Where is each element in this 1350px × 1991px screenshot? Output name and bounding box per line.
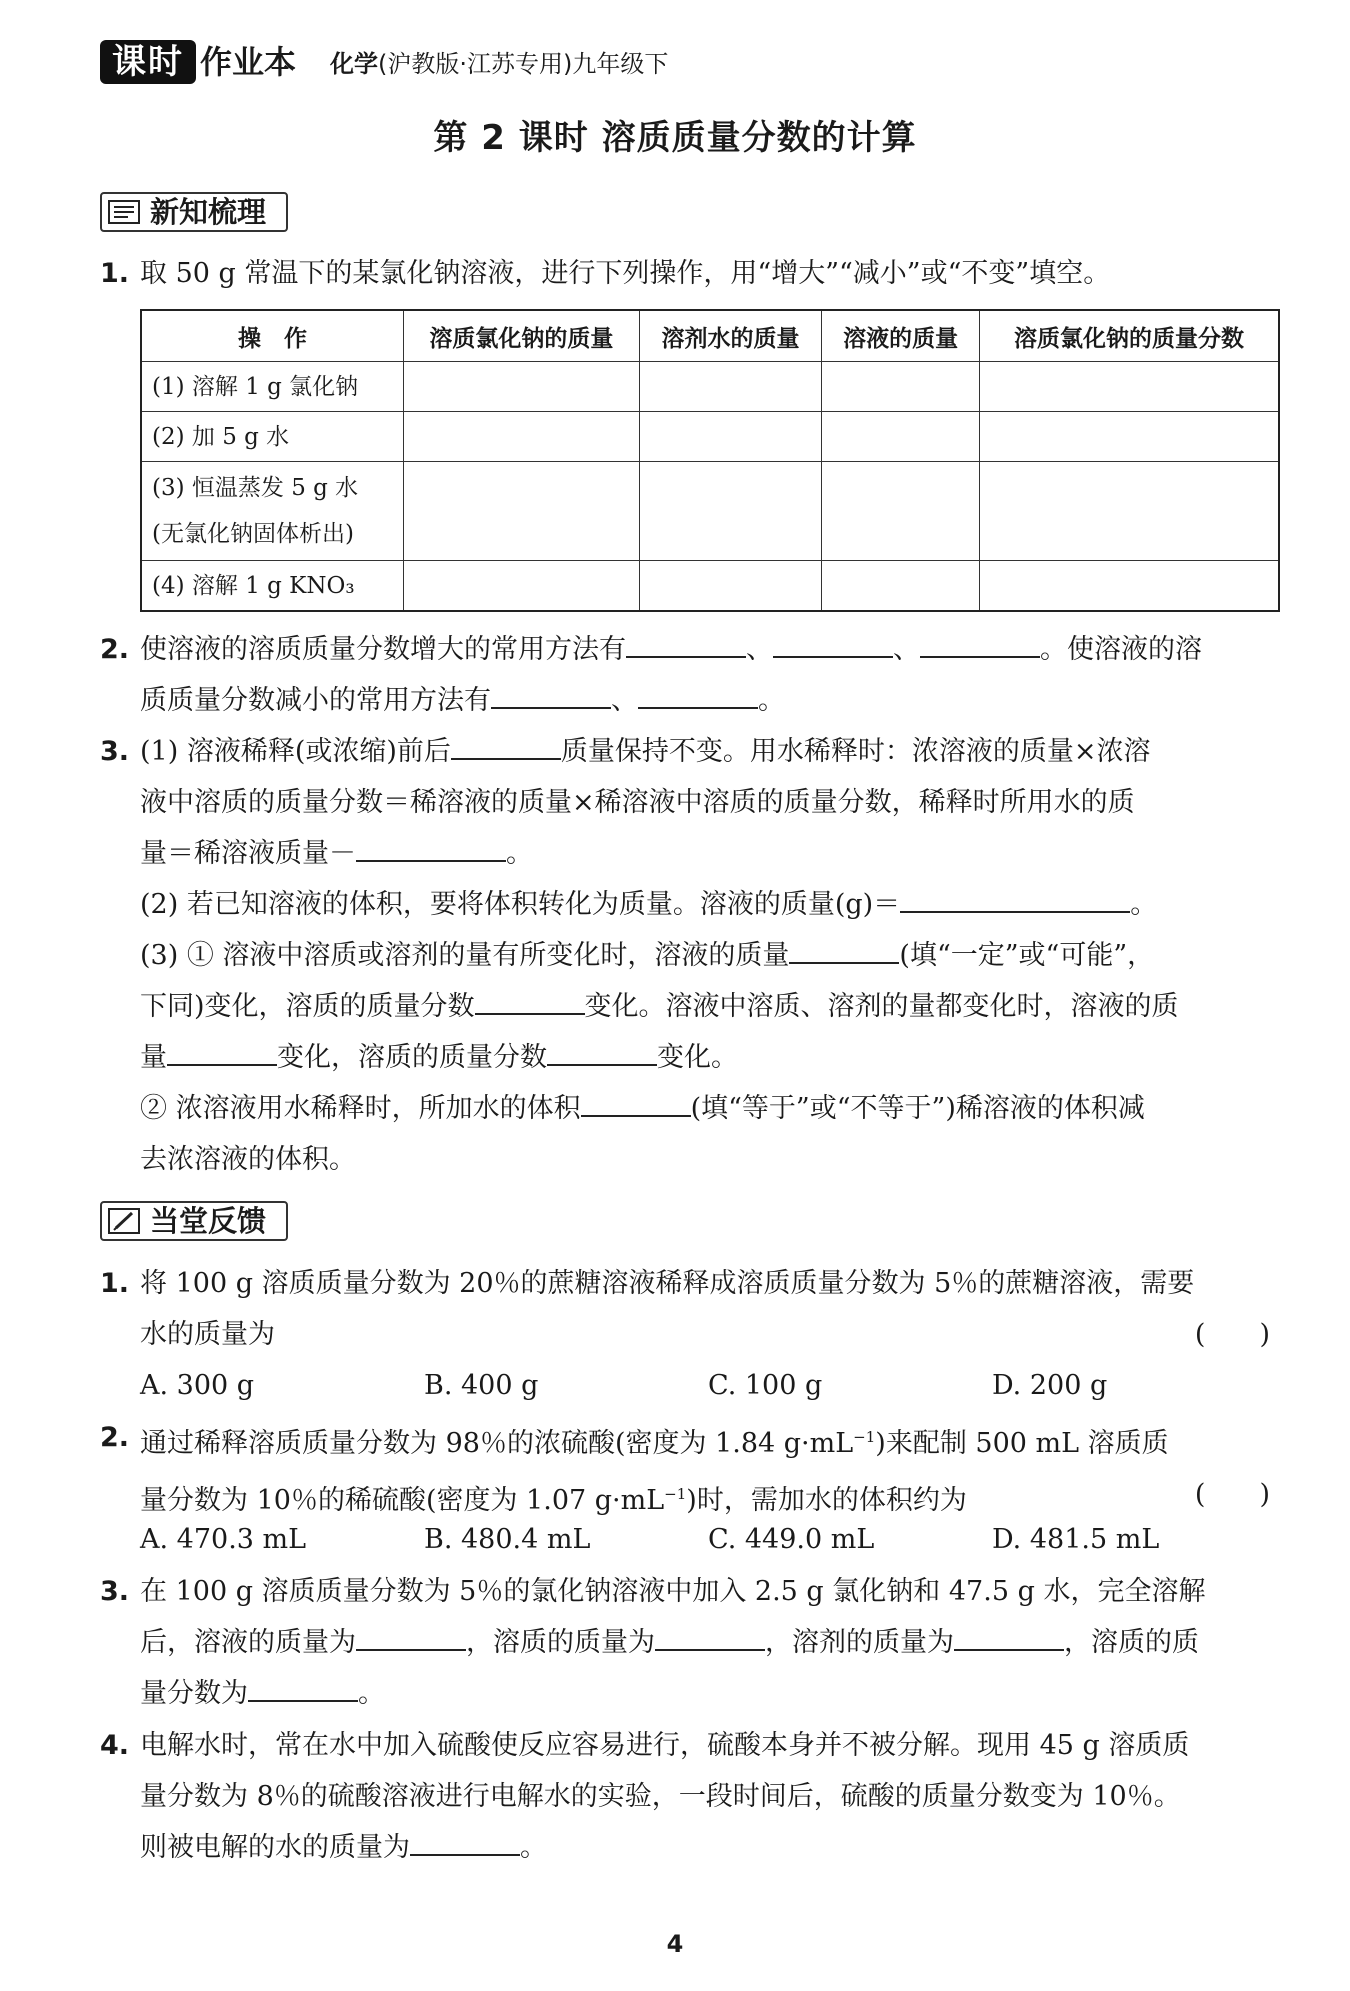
question-number: 3. [100,736,130,767]
table-header-row [141,310,1279,362]
table-header: 操 作 [141,310,404,362]
answer-blank[interactable] [451,728,561,760]
subject-name: 化学 [330,50,378,78]
question-text: 水的质量为 [140,1319,275,1350]
lesson-title: 第 2 课时 溶质质量分数的计算 [433,118,917,158]
answer-cell[interactable] [822,362,980,412]
question-text: 量 [140,1042,167,1073]
choice-c[interactable]: C. 449.0 mL [708,1524,875,1555]
question-text: (填“等于”或“不等于”)稀溶液的体积减 [690,1093,1145,1124]
question-text: 。 [758,685,785,716]
question-text: 量分数为 10％的稀硫酸(密度为 1.07 g·mL [140,1485,665,1516]
table-row [141,462,1279,561]
choice-list [140,1360,1280,1411]
pencil-icon [108,1208,140,1234]
question-text: ② 浓溶液用水稀释时，所加水的体积 [140,1093,581,1124]
section-new-knowledge [100,192,288,232]
question-text: 质质量分数减小的常用方法有 [140,685,491,716]
answer-blank[interactable] [167,1034,277,1066]
question-text: 量分数为 8％的硫酸溶液进行电解水的实验，一段时间后，硫酸的质量分数变为 10％。 [140,1781,1181,1812]
superscript: −1 [853,1428,876,1446]
question-3 [100,726,1280,1185]
book-icon [108,199,140,225]
question-text: 取 50 g 常温下的某氯化钠溶液，进行下列操作，用“增大”“减小”或“不变”填空。 [140,258,1111,289]
answer-blank[interactable] [581,1085,691,1117]
section-feedback [100,1201,288,1241]
answer-parens[interactable]: ( ) [1194,1479,1270,1510]
question-text: (2) 若已知溶液的体积，要将体积转化为质量。溶液的质量(g)＝ [140,889,901,920]
table-header: 溶质氯化钠的质量 [404,310,640,362]
separator: 、 [746,634,773,665]
question-text: 量＝稀溶液质量－ [140,838,356,869]
row-operation-line: (无氯化钠固体析出) [152,521,354,547]
answer-blank[interactable] [900,881,1130,913]
superscript: −1 [664,1485,687,1503]
question-text: 将 100 g 溶质质量分数为 20％的蔗糖溶液稀释成溶质质量分数为 5％的蔗糖溶液，需要 [140,1268,1195,1299]
answer-cell[interactable] [822,462,980,561]
brand-name: 作业本 [200,43,297,81]
table-header: 溶质氯化钠的质量分数 [980,310,1279,362]
feedback-question-3 [100,1566,1280,1719]
separator: 、 [611,685,638,716]
question-text: )来配制 500 mL 溶质质 [875,1428,1169,1459]
answer-cell[interactable] [980,462,1279,561]
choice-d[interactable]: D. 200 g [992,1370,1108,1401]
table-row [141,561,1279,612]
question-text: ，溶质的质 [1064,1627,1199,1658]
question-text: 。 [358,1678,385,1709]
choice-b[interactable]: B. 480.4 mL [424,1524,591,1555]
feedback-question-1 [100,1258,1280,1360]
question-text: 。 [1130,889,1158,920]
choice-a[interactable]: A. 300 g [140,1370,255,1401]
separator: 、 [893,634,920,665]
table-row [141,412,1279,462]
answer-blank[interactable] [954,1619,1064,1651]
answer-blank[interactable] [655,1619,765,1651]
answer-blank[interactable] [638,677,758,709]
answer-cell[interactable] [404,561,640,612]
answer-cell[interactable] [404,462,640,561]
answer-cell[interactable] [980,561,1279,612]
choice-a[interactable]: A. 470.3 mL [140,1524,307,1555]
row-operation: (1) 溶解 1 g 氯化钠 [141,362,404,412]
answer-parens[interactable]: ( ) [1194,1319,1270,1350]
question-text: 下同)变化，溶质的质量分数 [140,991,475,1022]
question-text: (填“一定”或“可能”， [899,940,1155,971]
question-number: 4. [100,1730,130,1761]
answer-cell[interactable] [639,561,822,612]
question-text: 使溶液的溶质质量分数增大的常用方法有 [140,634,626,665]
subject-edition: (沪教版·江苏专用)九年级下 [378,50,669,78]
answer-blank[interactable] [248,1670,358,1702]
answer-cell[interactable] [822,412,980,462]
question-number: 1. [100,258,130,289]
question-text: 通过稀释溶质质量分数为 98％的浓硫酸(密度为 1.84 g·mL [140,1428,854,1459]
row-operation-line: (3) 恒温蒸发 5 g 水 [152,475,359,501]
table-header: 溶液的质量 [822,310,980,362]
question-text: ，溶质的质量为 [466,1627,655,1658]
choice-b[interactable]: B. 400 g [424,1370,539,1401]
question-text: 。 [520,1832,547,1863]
question-text: 在 100 g 溶质质量分数为 5％的氯化钠溶液中加入 2.5 g 氯化钠和 47.5 g 水，完全溶解 [140,1576,1206,1607]
question-text: ，溶剂的质量为 [765,1627,954,1658]
answer-cell[interactable] [404,412,640,462]
answer-blank[interactable] [789,932,899,964]
answer-blank[interactable] [410,1824,520,1856]
brand-logo: 课时 [100,40,196,84]
row-operation [141,462,404,561]
table-header: 溶剂水的质量 [639,310,822,362]
section-title: 新知梳理 [150,195,267,229]
answer-cell[interactable] [822,561,980,612]
question-text: (3) ① 溶液中溶质或溶剂的量有所变化时，溶液的质量 [140,940,790,971]
feedback-question-2 [100,1412,1280,1526]
question-1 [100,248,1280,299]
answer-blank[interactable] [920,626,1040,658]
question-text: 。 [506,838,533,869]
answer-cell[interactable] [639,462,822,561]
answer-blank[interactable] [491,677,611,709]
choice-list [140,1514,1280,1565]
row-operation: (4) 溶解 1 g KNO₃ [141,561,404,612]
answer-cell[interactable] [639,412,822,462]
answer-cell[interactable] [404,362,640,412]
question-text: 去浓溶液的体积。 [140,1144,356,1175]
question-text: 则被电解的水的质量为 [140,1832,410,1863]
question-text: )时，需加水的体积约为 [686,1485,967,1516]
answer-cell[interactable] [980,412,1279,462]
question-text: 电解水时，常在水中加入硫酸使反应容易进行，硫酸本身并不被分解。现用 45 g 溶质质 [140,1730,1190,1761]
question-text: 变化。溶液中溶质、溶剂的量都变化时，溶液的质 [584,991,1179,1022]
answer-blank[interactable] [475,983,585,1015]
operations-table [140,309,1280,612]
choice-c[interactable]: C. 100 g [708,1370,823,1401]
answer-blank[interactable] [626,626,746,658]
question-text: 变化。 [657,1042,738,1073]
feedback-question-4 [100,1720,1280,1873]
question-text: 质量保持不变。用水稀释时：浓溶液的质量×浓溶 [560,736,1151,767]
question-text: 变化，溶质的质量分数 [277,1042,547,1073]
question-number: 2. [100,634,130,665]
answer-cell[interactable] [639,362,822,412]
answer-blank[interactable] [356,830,506,862]
question-number: 3. [100,1576,130,1607]
answer-blank[interactable] [773,626,893,658]
answer-cell[interactable] [980,362,1279,412]
choice-d[interactable]: D. 481.5 mL [992,1524,1160,1555]
question-text: 液中溶质的质量分数＝稀溶液的质量×稀溶液中溶质的质量分数，稀释时所用水的质 [140,787,1135,818]
row-operation: (2) 加 5 g 水 [141,412,404,462]
table-row [141,362,1279,412]
answer-blank[interactable] [547,1034,657,1066]
question-text: 。使溶液的溶 [1040,634,1202,665]
section-title: 当堂反馈 [150,1204,267,1238]
question-text: (1) 溶液稀释(或浓缩)前后 [140,736,451,767]
question-text: 后，溶液的质量为 [140,1627,356,1658]
page-number: 4 [666,1930,684,1958]
answer-blank[interactable] [356,1619,466,1651]
question-number: 2. [100,1422,130,1453]
question-text: 量分数为 [140,1678,248,1709]
question-number: 1. [100,1268,130,1299]
question-2 [100,624,1280,726]
subject-line [330,46,668,82]
